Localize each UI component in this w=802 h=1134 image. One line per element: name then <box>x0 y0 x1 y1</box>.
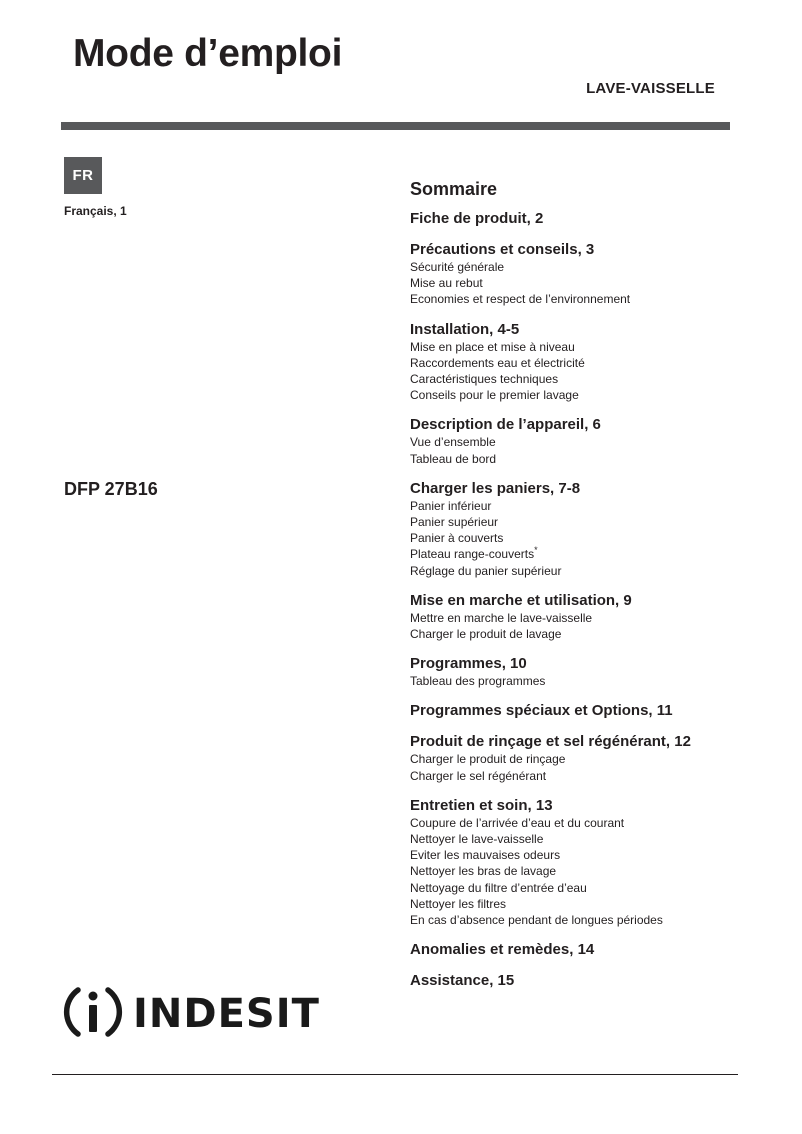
toc-section-title: Installation, 4-5 <box>410 320 520 338</box>
toc-subitem <box>410 451 770 467</box>
page-title: Mode d’emploi <box>73 32 343 75</box>
footnote-marker: * <box>534 545 538 556</box>
toc-subitem <box>410 863 770 879</box>
brand-wordmark: INDESIT <box>133 991 320 1037</box>
toc-subitem-text: Tableau de bord <box>410 451 497 466</box>
toc-section <box>410 733 770 783</box>
toc-section <box>410 321 770 404</box>
toc-section <box>410 797 770 928</box>
toc-subitem-text: Vue d’ensemble <box>410 435 496 450</box>
toc-subitem <box>410 673 770 689</box>
toc-subitem <box>410 339 770 355</box>
toc-section-title: Programmes, 10 <box>410 655 527 673</box>
toc-section <box>410 416 770 466</box>
toc-subitem-text: Plateau range-couverts <box>410 547 535 562</box>
toc-subitem-text: Coupure de l’arrivée d’eau et du courant <box>410 815 625 830</box>
toc-subitem-text: Eviter les mauvaises odeurs <box>410 848 561 863</box>
toc-subitem <box>410 291 770 307</box>
toc-section-title: Programmes spéciaux et Options, 11 <box>410 702 673 720</box>
toc-section-title: Fiche de produit, 2 <box>410 210 544 227</box>
language-label: Français, 1 <box>64 204 127 218</box>
toc-subitem-text: Panier à couverts <box>410 531 504 546</box>
table-of-contents <box>410 178 770 1003</box>
toc-subitem-text: Réglage du panier supérieur <box>410 563 562 578</box>
toc-section-title: Assistance, 15 <box>410 972 515 990</box>
toc-subitem <box>410 563 770 579</box>
toc-subitem <box>410 530 770 546</box>
toc-subitem-text: Nettoyage du filtre d’entrée d’eau <box>410 880 587 895</box>
toc-subitem-text: Mettre en marche le lave-vaisselle <box>410 610 593 625</box>
toc-section <box>410 655 770 689</box>
toc-section-title: Anomalies et remèdes, 14 <box>410 941 595 959</box>
toc-section-title: Précautions et conseils, 3 <box>410 241 595 258</box>
brand-logo <box>61 982 320 1046</box>
footer-divider <box>52 1074 738 1075</box>
toc-section-title: Produit de rinçage et sel régénérant, 12 <box>410 733 691 751</box>
toc-subitem <box>410 815 770 831</box>
toc-section <box>410 941 770 959</box>
toc-subitem-text: Raccordements eau et électricité <box>410 355 585 370</box>
toc-subitem-text: Sécurité générale <box>410 260 505 274</box>
toc-heading: Sommaire <box>410 179 498 199</box>
toc-subitem-text: Nettoyer les filtres <box>410 896 507 911</box>
toc-subitem <box>410 371 770 387</box>
language-badge: FR <box>64 157 102 194</box>
toc-subitem <box>410 514 770 530</box>
toc-subitem-text: Panier inférieur <box>410 498 492 513</box>
toc-subitem <box>410 546 770 562</box>
toc-subitem-text: Mise au rebut <box>410 276 483 291</box>
toc-section <box>410 702 770 720</box>
toc-subitem <box>410 275 770 291</box>
toc-subitem <box>410 896 770 912</box>
model-number: DFP 27B16 <box>64 479 158 499</box>
toc-section-title: Mise en marche et utilisation, 9 <box>410 591 632 609</box>
toc-subitem <box>410 434 770 450</box>
toc-subitem <box>410 768 770 784</box>
product-type: LAVE-VAISSELLE <box>586 80 715 97</box>
header-divider <box>61 122 730 130</box>
toc-subitem <box>410 912 770 928</box>
toc-subitem-text: Tableau des programmes <box>410 674 546 689</box>
toc-section <box>410 480 770 579</box>
toc-subitem-text: Charger le produit de lavage <box>410 627 562 642</box>
toc-section-title: Description de l’appareil, 6 <box>410 416 601 434</box>
toc-subitem <box>410 498 770 514</box>
toc-subitem <box>410 847 770 863</box>
toc-subitem <box>410 880 770 896</box>
toc-subitem-text: Economies et respect de l’environnement <box>410 292 631 307</box>
toc-subitem <box>410 751 770 767</box>
toc-section-title: Entretien et soin, 13 <box>410 796 553 814</box>
toc-subitem <box>410 387 770 403</box>
toc-subitem <box>410 626 770 642</box>
toc-subitem-text: Nettoyer le lave-vaisselle <box>410 832 544 847</box>
toc-subitem-text: En cas d’absence pendant de longues périodes <box>410 913 663 928</box>
toc-section <box>410 972 770 990</box>
toc-sections <box>410 210 770 990</box>
toc-subitem-text: Caractéristiques techniques <box>410 372 559 387</box>
toc-subitem-text: Panier supérieur <box>410 515 499 530</box>
toc-subitem <box>410 259 770 275</box>
indesit-i-circle-icon <box>61 980 125 1049</box>
toc-subitem <box>410 831 770 847</box>
toc-subitem-text: Conseils pour le premier lavage <box>410 388 579 403</box>
toc-subitem <box>410 355 770 371</box>
toc-subitem-text: Nettoyer les bras de lavage <box>410 864 557 879</box>
toc-subitem-text: Charger le produit de rinçage <box>410 752 566 767</box>
toc-section <box>410 241 770 308</box>
toc-subitem <box>410 610 770 626</box>
toc-subitem-text: Mise en place et mise à niveau <box>410 339 575 354</box>
toc-section <box>410 210 770 228</box>
toc-subitem-text: Charger le sel régénérant <box>410 768 547 783</box>
toc-section-title: Charger les paniers, 7-8 <box>410 479 581 497</box>
toc-section <box>410 592 770 642</box>
